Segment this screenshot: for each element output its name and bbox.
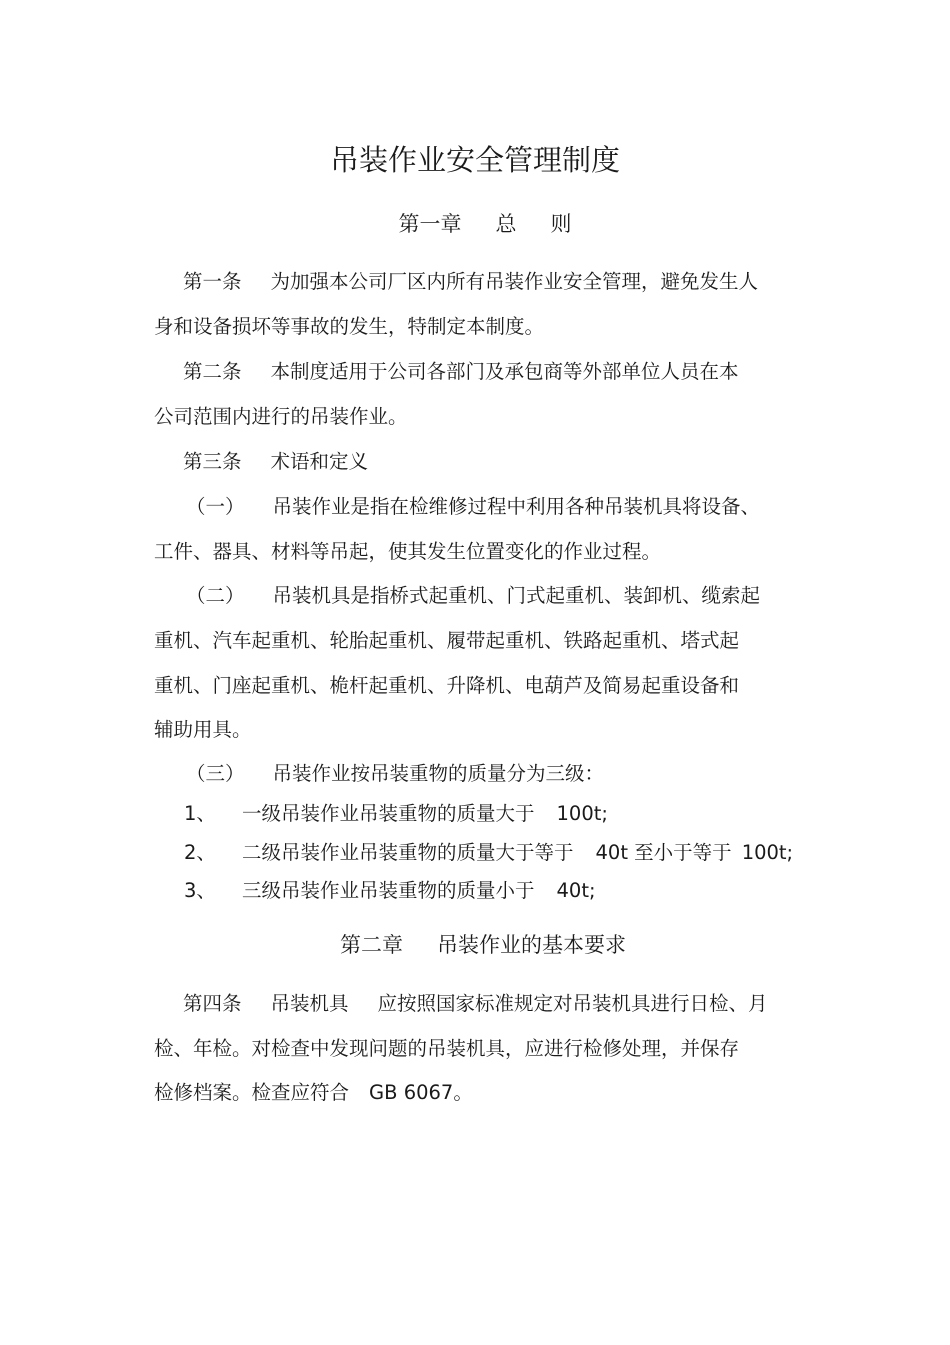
level-number: 2、 xyxy=(184,841,216,864)
definition-label: （三） xyxy=(186,762,245,785)
chapter-name-2: 则 xyxy=(550,212,572,236)
standard-reference: GB 6067。 xyxy=(369,1081,473,1104)
chapter-1-heading xyxy=(10,209,950,239)
article-1-line-2: 身和设备损坏等事故的发生，特制定本制度。 xyxy=(154,315,545,338)
definition-2-line-3: 重机、门座起重机、桅杆起重机、升降机、电葫芦及简易起重设备和 xyxy=(154,674,740,697)
level-text: 三级吊装作业吊装重物的质量小于 xyxy=(242,879,535,902)
level-text: 一级吊装作业吊装重物的质量大于 xyxy=(242,802,535,825)
level-number: 3、 xyxy=(184,879,216,902)
definition-2-line-1 xyxy=(186,582,760,610)
level-value: 40t 至小于等于 xyxy=(595,841,732,864)
article-label: 第二条 xyxy=(183,360,242,383)
chapter-number: 第一章 xyxy=(398,212,462,236)
level-number: 1、 xyxy=(184,802,216,825)
document-title: 吊装作业安全管理制度 xyxy=(329,143,620,177)
article-label: 第三条 xyxy=(183,450,242,473)
chapter-name: 吊装作业的基本要求 xyxy=(437,933,626,957)
article-1-line-1 xyxy=(183,268,758,296)
article-text: 为加强本公司厂区内所有吊装作业安全管理，避免发生人 xyxy=(270,270,759,293)
definition-label: （一） xyxy=(186,495,245,518)
definition-2-line-4: 辅助用具。 xyxy=(154,718,252,741)
definition-text: 吊装机具是指桥式起重机、门式起重机、装卸机、缆索起 xyxy=(272,584,761,607)
article-text: 本制度适用于公司各部门及承包商等外部单位人员在本 xyxy=(270,360,739,383)
definition-text: 吊装作业是指在检维修过程中利用各种吊装机具将设备、 xyxy=(272,495,761,518)
article-text: 检修档案。检查应符合 xyxy=(154,1081,350,1104)
chapter-2-heading xyxy=(8,930,950,960)
chapter-number: 第二章 xyxy=(340,933,403,957)
definition-text: 吊装作业按吊装重物的质量分为三级： xyxy=(272,762,605,785)
definition-1-line-1 xyxy=(186,493,760,521)
level-item-3 xyxy=(184,877,596,905)
article-text: 应按照国家标准规定对吊装机具进行日检、月 xyxy=(377,992,768,1015)
article-4-line-3 xyxy=(154,1079,473,1107)
article-4-line-2: 检、年检。对检查中发现问题的吊装机具，应进行检修处理，并保存 xyxy=(154,1037,740,1060)
article-2-line-2: 公司范围内进行的吊装作业。 xyxy=(154,405,408,428)
definition-label: （二） xyxy=(186,584,245,607)
chapter-name: 总 xyxy=(495,212,517,236)
level-item-2 xyxy=(184,839,793,867)
level-text: 二级吊装作业吊装重物的质量大于等于 xyxy=(242,841,574,864)
article-4-line-1 xyxy=(183,990,768,1018)
definition-1-line-2: 工件、器具、材料等吊起，使其发生位置变化的作业过程。 xyxy=(154,540,662,563)
article-topic: 吊装机具 xyxy=(270,992,349,1015)
definition-3-line xyxy=(186,760,604,788)
level-item-1 xyxy=(184,800,608,828)
level-value-2: 100t; xyxy=(741,841,794,864)
article-text: 术语和定义 xyxy=(270,450,369,473)
level-value: 40t; xyxy=(556,879,596,902)
level-value: 100t; xyxy=(556,802,608,825)
article-2-line-1 xyxy=(183,358,739,386)
article-label: 第一条 xyxy=(183,270,242,293)
definition-2-line-2: 重机、汽车起重机、轮胎起重机、履带起重机、铁路起重机、塔式起 xyxy=(154,629,740,652)
article-label: 第四条 xyxy=(183,992,242,1015)
article-3-line xyxy=(183,448,368,476)
